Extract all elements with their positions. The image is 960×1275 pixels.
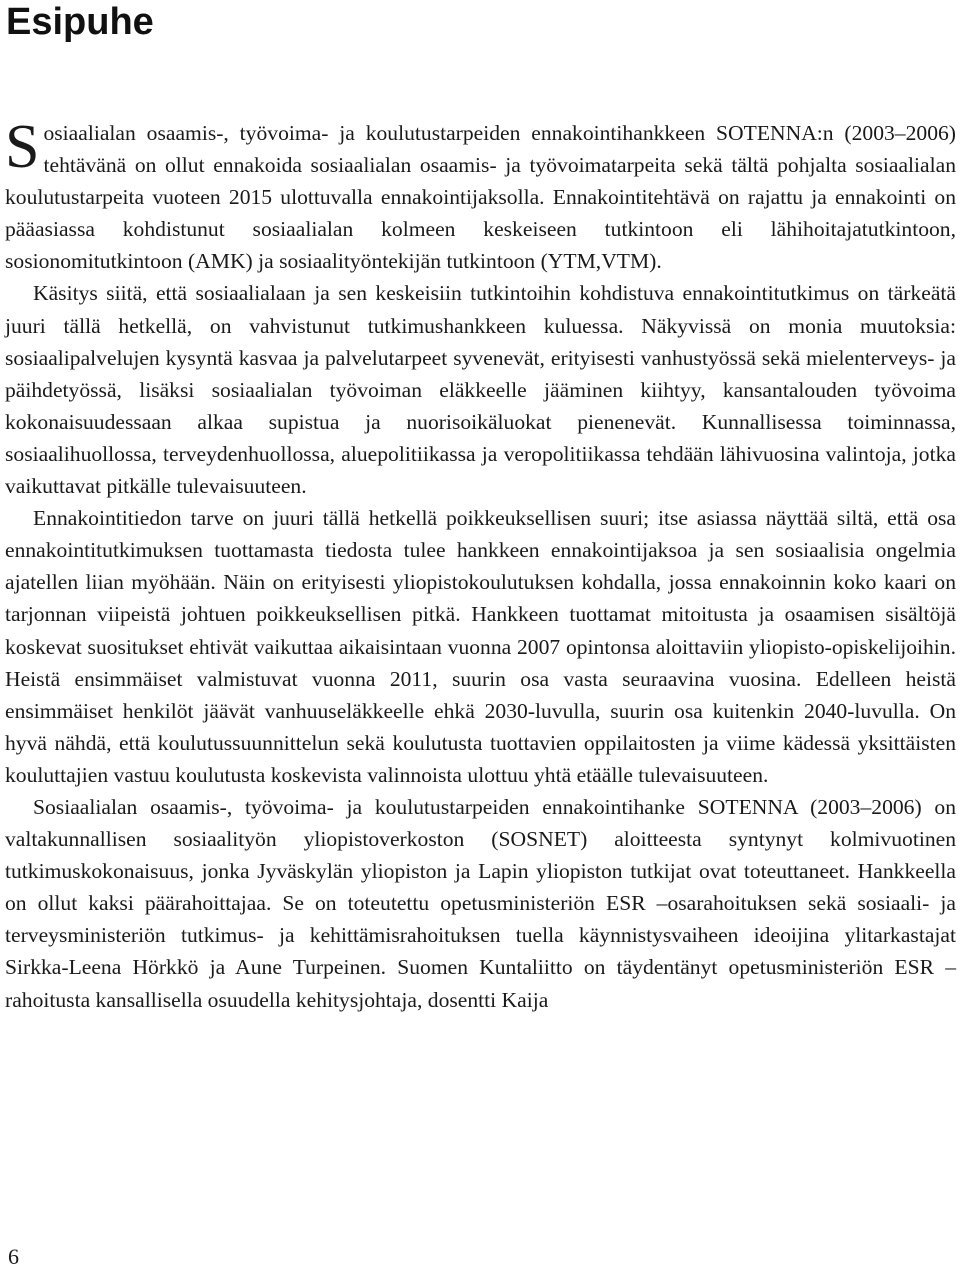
page-number: 6 <box>8 1244 19 1269</box>
paragraph-4: Sosiaalialan osaamis-, työvoima- ja koulutustarpeiden ennakointihanke SOTENNA (2003–2006) on valtakunnallisen sosiaalityön yliopistoverkoston (SOSNET) aloitteesta syntynyt kolmivuotinen tutkimuskokonaisuus, jonka Jyväskylän yliopiston ja Lapin yliopiston tutkijat ovat toteuttaneet. Hankkeella on ollut kaksi päärahoittajaa. Se on toteutettu opetusministeriön ESR –osarahoituksen sekä sosiaali- ja terveysministeriön tutkimus- ja kehittämisrahoituksen tuella käynnistysvaiheen ideoijina ylitarkastajat Sirkka-Leena Hörkkö ja Aune Turpeinen. Suomen Kuntaliitto on täydentänyt opetusministeriön ESR –rahoitusta kansallisella osuudella kehitysjohtaja, dosentti Kaija <box>5 794 956 1012</box>
paragraph-1-text: osiaalialan osaamis-, työvoima- ja koulutustarpeiden ennakointihankkeen SOTENNA:n (2003–2006) tehtävänä on ollut ennakoida sosiaalialan osaamis- ja työvoimatarpeita sekä tältä pohjalta sosiaalialan koulutustarpeita vuoteen 2015 ulottuvalla ennakointijaksolla. Ennakointitehtävä on rajattu ja ennakointi on pääasiassa kohdistunut sosiaalialan kolmeen keskeiseen tutkintoon eli lähihoitajatutkintoon, sosionomitutkintoon (AMK) ja sosiaalityöntekijän tutkintoon (YTM,VTM). <box>5 121 956 274</box>
paragraph-1 <box>5 113 956 277</box>
paragraph-3: Ennakointitiedon tarve on juuri tällä hetkellä poikkeuksellisen suuri; itse asiassa näyttää siltä, että osa ennakointitutkimuksen tuottamasta tiedosta tulee hankkeen ennakointijaksoa ja sen sosiaalisia ongelmia ajatellen liian myöhään. Näin on erityisesti yliopistokoulutuksen kohdalla, jossa ennakoinnin koko kaari on tarjonnan viipeistä johtuen poikkeuksellisen pitkä. Hankkeen tuottamat mitoitusta ja osaamisen sisältöjä koskevat suositukset ehtivät vaikuttaa aikaisintaan vuonna 2007 opintonsa aloittaviin yliopisto-opiskelijoihin. Heistä ensimmäiset valmistuvat vuonna 2011, suurin osa vasta seuraavina vuosina. Edelleen heistä ensimmäiset henkilöt jäävät vanhuuseläkkeelle ehkä 2030-luvulla, suurin osa kuitenkin 2040-luvulla. On hyvä nähdä, että koulutussuunnittelun sekä koulutusta tuottavien oppilaitosten ja viime kädessä yksittäisten kouluttajien vastuu koulutusta koskevista valinnoista ulottuu yhtä etäälle tulevaisuuteen. <box>5 506 956 787</box>
body-text <box>5 113 956 1016</box>
paragraph-2: Käsitys siitä, että sosiaalialaan ja sen keskeisiin tutkintoihin kohdistuva ennakointitutkimus on tärkeätä juuri tällä hetkellä, on vahvistunut tutkimushankkeen kuluessa. Näkyvissä on monia muutoksia: sosiaalipalvelujen kysyntä kasvaa ja palvelutarpeet syvenevät, erityisesti vanhustyössä sekä mielenterveys- ja päihdetyössä, lisäksi sosiaalialan työvoiman eläkkeelle jääminen kiihtyy, kansantalouden työvoima kokonaisuudessaan alkaa supistua ja nuorisoikäluokat pienenevät. Kunnallisessa toiminnassa, sosiaalihuollossa, terveydenhuollossa, aluepolitiikassa ja veropolitiikassa tehdään lähivuosina valintoja, jotka vaikuttavat pitkälle tulevaisuuteen. <box>5 281 956 499</box>
page-title: Esipuhe <box>6 1 154 43</box>
drop-cap: S <box>5 113 40 181</box>
